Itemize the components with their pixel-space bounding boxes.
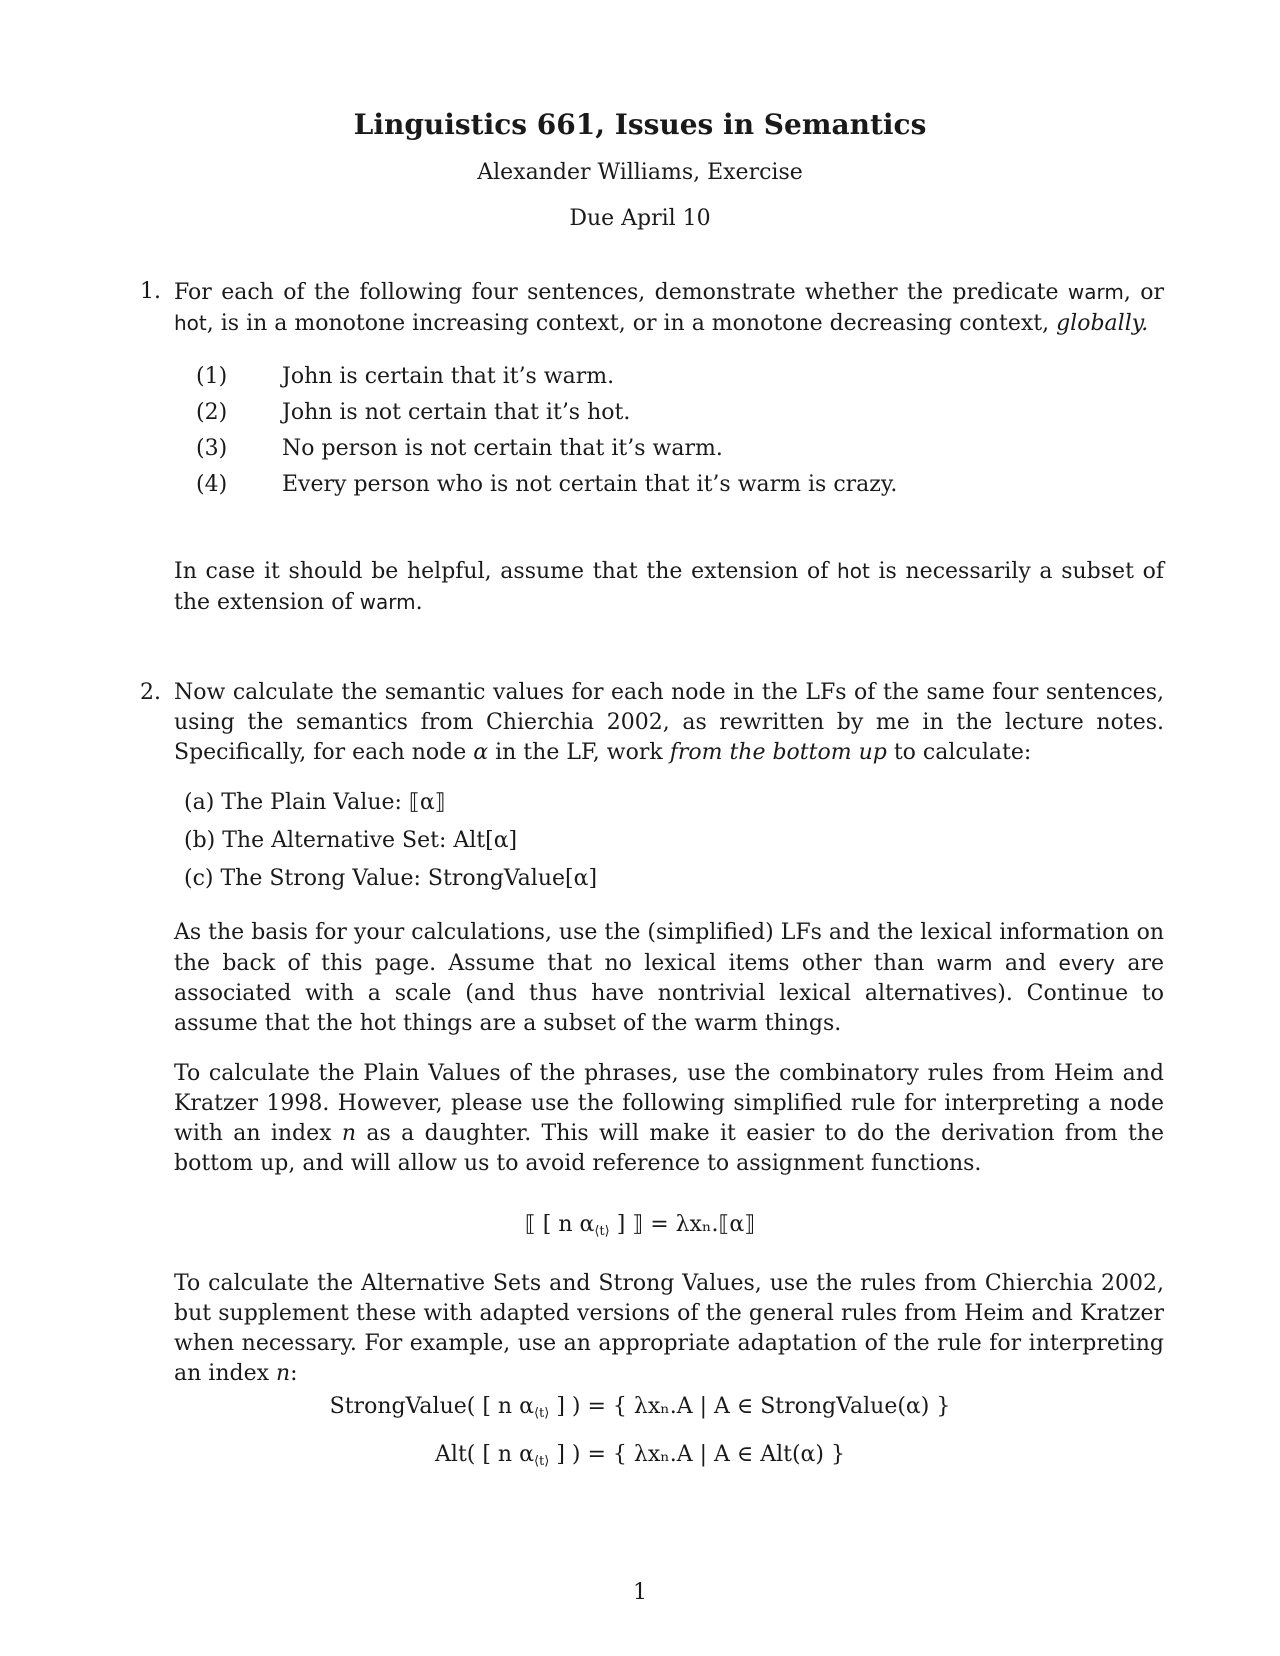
example-text: No person is not certain that it’s warm. — [282, 436, 723, 461]
subitem-a — [184, 788, 446, 818]
basis-paragraph — [174, 918, 1164, 1039]
question-1-prompt — [174, 277, 1164, 339]
example-4 — [196, 470, 897, 500]
example-number: (3) — [196, 436, 228, 461]
example-number: (2) — [196, 400, 228, 425]
question-2-prompt — [174, 678, 1164, 768]
question-1-number: 1. — [140, 279, 161, 304]
page-title: Linguistics 661, Issues in Semantics — [353, 108, 927, 141]
due-date: Due April 10 — [569, 206, 711, 231]
basis-term-warm: warm — [936, 951, 993, 975]
question-2-number: 2. — [140, 680, 161, 705]
subitem-b — [184, 826, 517, 856]
question-1-note — [174, 556, 1164, 618]
plain-text-b: as a daughter. This will make it easier to do the derivation from the bottom up, and will allow us to avoid reference to assignment functions. — [174, 1121, 1164, 1176]
note-term-warm: warm — [359, 590, 416, 614]
formula-subscript: ⟨t⟩ — [533, 1406, 550, 1421]
formula-right: ] ⟧ = λxₙ.⟦α⟧ — [609, 1212, 756, 1237]
example-text: John is not certain that it’s hot. — [282, 400, 631, 425]
subitem-text: The Strong Value: StrongValue[α] — [220, 866, 598, 891]
page-number: 1 — [633, 1580, 647, 1605]
index-n: n — [276, 1361, 291, 1386]
subitem-label: (b) — [184, 828, 216, 853]
formula-left: ⟦ [ n α — [524, 1212, 595, 1237]
alt-set-rule — [0, 1440, 1280, 1477]
q1-text-a: For each of the following four sentences, demonstrate whether the predicate — [174, 280, 1059, 305]
alt-text-a: To calculate the Alternative Sets and Strong Values, use the rules from Chierchia 2002, but supplement these with adapted versions of the general rules from Heim and Kratzer when necessary. For example, use an appropriate adaptation of the rule for interpreting an index — [174, 1271, 1164, 1386]
subitem-text: The Plain Value: ⟦α⟧ — [221, 790, 446, 815]
q2-text-b: in the LF, work — [495, 740, 663, 765]
example-number: (4) — [196, 472, 228, 497]
subitem-c — [184, 864, 597, 894]
q2-text-a: Now calculate the semantic values for each node in the LFs of the same four sentences, using the semantics from Chierchia 2002, as rewritten by me in the lecture notes. Specifically, for each node — [174, 680, 1164, 765]
subitem-label: (a) — [184, 790, 215, 815]
example-2 — [196, 398, 630, 428]
alt-end: : — [290, 1361, 298, 1386]
q2-text-c: to calculate: — [893, 740, 1032, 765]
term-hot: hot — [174, 311, 207, 335]
note-term-hot: hot — [837, 559, 870, 583]
plain-value-rule — [0, 1210, 1280, 1247]
q2-emphasis: from the bottom up — [669, 740, 887, 765]
plain-text-a: To calculate the Plain Values of the phrases, use the combinatory rules from Heim and Kratzer 1998. However, please use the following simplified rule for interpreting a node with an index — [174, 1061, 1164, 1146]
author-line: Alexander Williams, Exercise — [477, 160, 803, 185]
example-text: Every person who is not certain that it’s warm is crazy. — [282, 472, 898, 497]
note-text-a: In case it should be helpful, assume that the extension of — [174, 559, 829, 584]
subitem-text: The Alternative Set: Alt[α] — [222, 828, 518, 853]
basis-text-b: are associated with a scale (and thus have nontrivial lexical alternatives). Continue to assume that the hot things are a subset of the warm things. — [174, 951, 1164, 1036]
q1-emphasis: globally. — [1056, 311, 1149, 336]
alternatives-paragraph — [174, 1269, 1164, 1389]
term-warm: warm — [1067, 280, 1124, 304]
formula-subscript: ⟨t⟩ — [533, 1454, 550, 1469]
alpha-symbol: α — [473, 740, 489, 765]
example-1 — [196, 362, 614, 392]
example-text: John is certain that it’s warm. — [282, 364, 615, 389]
note-end: . — [415, 590, 423, 615]
subitem-label: (c) — [184, 866, 214, 891]
example-number: (1) — [196, 364, 228, 389]
q1-text-b: , is in a monotone increasing context, or in a monotone decreasing context, — [206, 311, 1050, 336]
note-text-b: is necessarily a subset of the extension of — [174, 559, 1164, 615]
basis-term-every: every — [1058, 951, 1116, 975]
plain-values-paragraph — [174, 1059, 1164, 1179]
basis-and: and — [1004, 951, 1047, 976]
strong-value-rule — [0, 1392, 1280, 1429]
formula-left: StrongValue( [ n α — [329, 1394, 534, 1419]
formula-left: Alt( [ n α — [435, 1442, 534, 1467]
formula-subscript: ⟨t⟩ — [594, 1224, 610, 1239]
formula-right: ] ) = { λxₙ.A | A ∈ Alt(α) } — [549, 1442, 845, 1467]
formula-right: ] ) = { λxₙ.A | A ∈ StrongValue(α) } — [549, 1394, 951, 1419]
q1-text-or: , or — [1123, 280, 1165, 305]
index-n: n — [341, 1121, 357, 1146]
example-3 — [196, 434, 723, 464]
basis-text-a: As the basis for your calculations, use the (simplified) LFs and the lexical information on the back of this page. Assume that no lexical items other than — [174, 920, 1164, 976]
